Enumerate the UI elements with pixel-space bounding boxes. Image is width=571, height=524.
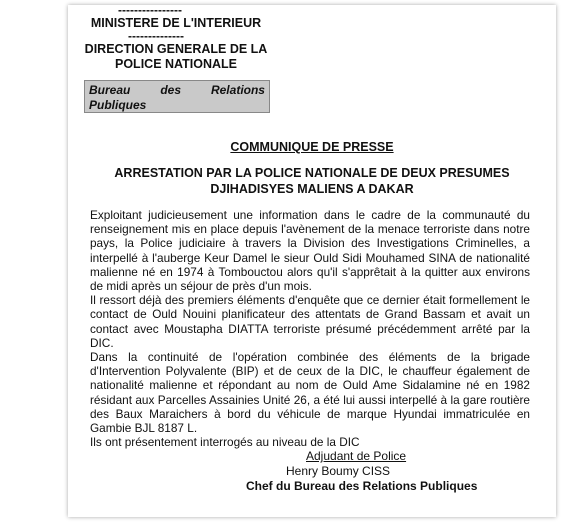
direction-line-1: DIRECTION GENERALE DE LA [84,42,268,56]
bureau-line-2: Publiques [89,98,147,112]
bureau-word-3: Relations [210,83,265,97]
ministry-name: MINISTERE DE L'INTERIEUR [90,16,262,30]
header-dashes-top: ---------------- [118,5,182,17]
signatory-name: Henry Boumy CISS [286,464,391,478]
press-release-page [68,5,556,517]
paragraph: Exploitant judicieusement une information dans le cadre de la communauté du renseignement mis en place depuis l'avènement de la menace terroriste dans notre pays, la Police judiciaire à travers la Division des Investigations Criminelles, a interpellé à l'auberge Keur Damel le sieur Ould Sidi Mouhamed SINA de nationalité malienne né en 1974 à Tombouctou alors qu'il s'apprêtait à la quitter aux environs de midi après un séjour de près d'un mois. [90,208,530,294]
direction-line-2: POLICE NATIONALE [115,57,237,71]
bureau-word-1: Bureau [89,83,131,97]
paragraph: Ils ont présentement interrogés au niveau de la DIC [90,435,360,450]
headline-line-1: ARRESTATION PAR LA POLICE NATIONALE DE DEUX PRESUMES [114,166,510,180]
header-dashes-mid: -------------- [128,29,184,43]
paragraph: Il ressort déjà des premiers éléments d'enquête que ce dernier était formellement le contact de Ould Nouini planificateur des attentats de Grand Bassam et avait un contact avec Moustapha DIATTA terroriste présumé précédemment arrêté par la DIC. [90,293,530,350]
signatory-rank: Adjudant de Police [306,449,407,463]
body-text [90,208,530,449]
signatory-role: Chef du Bureau des Relations Publiques [246,479,478,493]
headline-line-2: DJIHADISYES MALIENS A DAKAR [210,182,414,196]
bureau-relations-publiques-box [84,80,270,113]
paragraph: Dans la continuité de l'opération combinée des éléments de la brigade d'Intervention Polyvalente (BIP) et de ceux de la DIC, le chauffeur également de nationalité malienne et répondant au nom de Ould Ame Sidalamine né en 1982 résidant aux Parcelles Assainies Unité 26, a été lui aussi interpellé à la gare routière des Baux Maraichers à bord du véhicule de marque Hyundai immatriculée en Gambie BJL 8187 L. [90,350,530,436]
document-title: COMMUNIQUE DE PRESSE [230,140,394,154]
headline [68,165,556,197]
bureau-word-2: des [160,83,181,97]
